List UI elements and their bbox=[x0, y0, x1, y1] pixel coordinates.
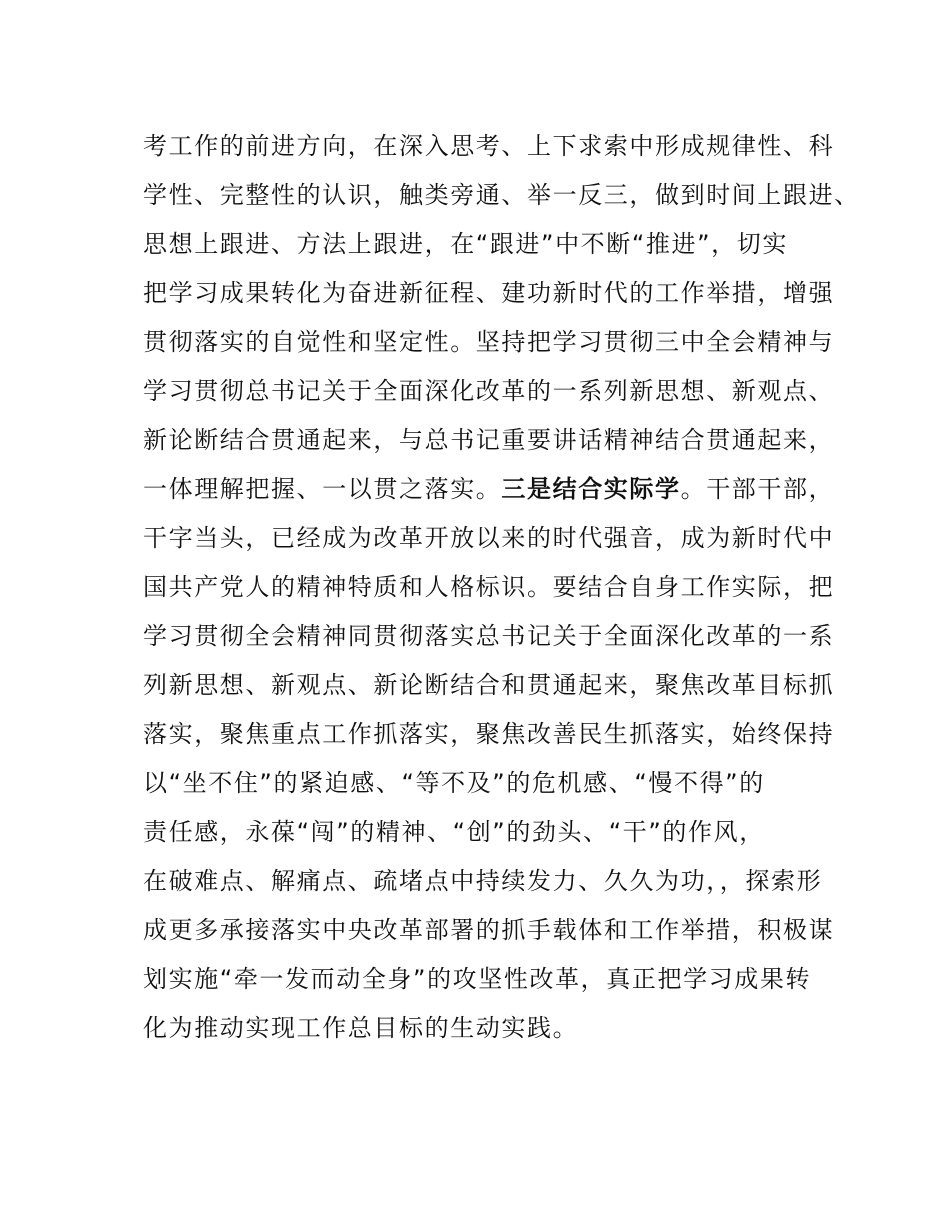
line-text: 学习贯彻全会精神同贯彻落实总书记关于全面深化改革的一系 bbox=[143, 622, 835, 650]
text-line bbox=[143, 367, 943, 416]
text-line bbox=[143, 906, 943, 955]
text-line bbox=[143, 710, 943, 759]
line-text: 。干部干部， bbox=[680, 475, 835, 503]
body-text bbox=[143, 122, 943, 1053]
text-line bbox=[143, 808, 943, 857]
text-line bbox=[143, 318, 943, 367]
line-text: 思想上跟进、方法上跟进，在“跟进”中不断“推进”，切实 bbox=[143, 230, 788, 258]
section-heading-inline: 三是结合实际学 bbox=[501, 475, 681, 503]
line-text: 学习贯彻总书记关于全面深化改革的一系列新思想、新观点、 bbox=[143, 377, 835, 405]
line-text: 新论断结合贯通起来，与总书记重要讲话精神结合贯通起来， bbox=[143, 426, 835, 454]
text-line bbox=[143, 1004, 943, 1053]
line-text: 列新思想、新观点、新论断结合和贯通起来，聚焦改革目标抓 bbox=[143, 671, 835, 699]
line-text: 国共产党人的精神特质和人格标识。要结合自身工作实际，把 bbox=[143, 573, 835, 601]
line-text: 责任感，永葆“闯”的精神、“创”的劲头、“干”的作风， bbox=[143, 818, 765, 846]
text-line bbox=[143, 416, 943, 465]
text-line bbox=[143, 220, 943, 269]
line-text: 在破难点、解痛点、疏堵点中持续发力、久久为功，，探索形 bbox=[143, 867, 823, 895]
line-text: 把学习成果转化为奋进新征程、建功新时代的工作举措，增强 bbox=[143, 279, 835, 307]
text-line bbox=[143, 563, 943, 612]
text-line bbox=[143, 122, 943, 171]
line-text: 落实，聚焦重点工作抓落实，聚焦改善民生抓落实，始终保持 bbox=[143, 720, 835, 748]
text-line bbox=[143, 955, 943, 1004]
line-text: 学性、完整性的认识，触类旁通、举一反三，做到时间上跟进、 bbox=[143, 181, 860, 209]
line-text: 划实施“牵一发而动全身”的攻坚性改革，真正把学习成果转 bbox=[143, 965, 812, 993]
text-line bbox=[143, 661, 943, 710]
line-text: 考工作的前进方向，在深入思考、上下求索中形成规律性、科 bbox=[143, 132, 835, 160]
line-text: 贯彻落实的自觉性和坚定性。坚持把学习贯彻三中全会精神与 bbox=[143, 328, 835, 356]
line-text: 以“坐不住”的紧迫感、“等不及”的危机感、“慢不得”的 bbox=[143, 769, 765, 797]
line-text: 干字当头，已经成为改革开放以来的时代强音，成为新时代中 bbox=[143, 524, 835, 552]
text-line bbox=[143, 269, 943, 318]
text-line bbox=[143, 465, 943, 514]
text-line bbox=[143, 514, 943, 563]
line-text: 化为推动实现工作总目标的生动实践。 bbox=[143, 1014, 579, 1042]
line-text: 一体理解把握、一以贯之落实。 bbox=[143, 475, 502, 503]
text-line bbox=[143, 759, 943, 808]
text-line bbox=[143, 612, 943, 661]
text-line bbox=[143, 857, 943, 906]
text-line bbox=[143, 171, 943, 220]
line-text: 成更多承接落实中央改革部署的抓手载体和工作举措，积极谋 bbox=[143, 916, 835, 944]
